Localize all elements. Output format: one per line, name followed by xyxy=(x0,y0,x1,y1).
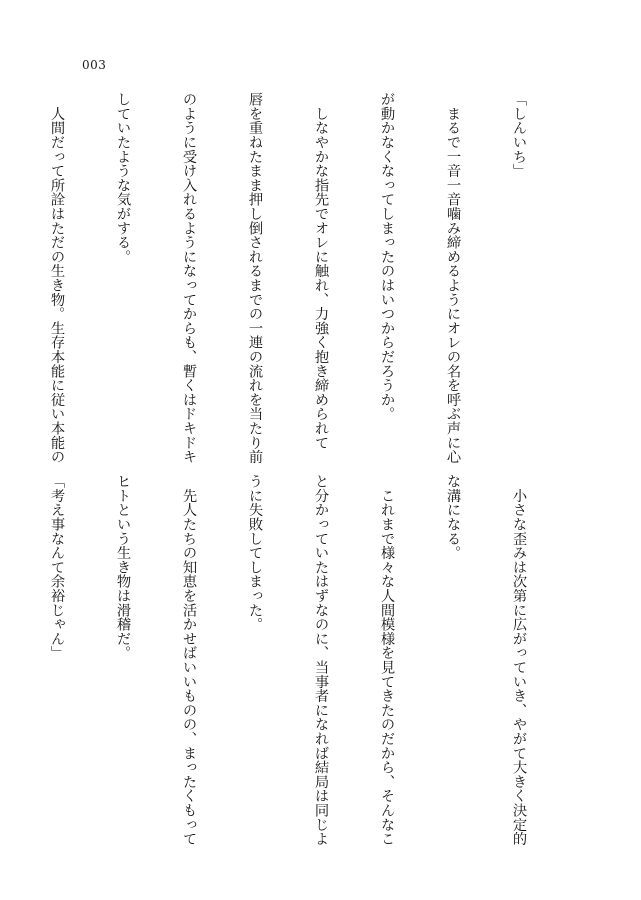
text-line: と分かっていたはずなのに、当事者になれば結局は同じよ xyxy=(313,474,329,846)
text-line: のように受け入れるようになってからも、暫くはドキドキ xyxy=(181,92,197,464)
text-line xyxy=(0,92,2,448)
page-number: 003 xyxy=(82,58,107,72)
text-line: な溝になる。 xyxy=(445,474,461,560)
text-line: していたような気がする。 xyxy=(115,92,131,264)
text-line: うに失敗してしまった。 xyxy=(247,474,263,632)
text-line: 唇を重ねたまま押し倒されるまでの一連の流れを当たり前 xyxy=(247,92,263,464)
text-line: 人間だって所詮はただの生き物。生存本能に従い本能の xyxy=(49,92,65,464)
text-line xyxy=(0,474,2,830)
text-line: 「考え事なんて余裕じゃん」 xyxy=(49,474,65,660)
text-line: しなやかな指先でオレに触れ、力強く抱き締められて xyxy=(313,92,329,450)
text-line: 先人たちの知恵を活かせばいいものの、まったくもって xyxy=(181,474,197,846)
upper-text-block xyxy=(49,92,574,464)
text-line: まるで一音一音噛み締めるようにオレの名を呼ぶ声に心 xyxy=(445,92,461,464)
lower-text-block xyxy=(49,474,574,846)
text-line: これまで様々な人間模様を見てきたのだから、そんなこ xyxy=(379,474,395,846)
text-line: 小さな歪みは次第に広がっていき、やがて大きく決定的 xyxy=(511,474,527,846)
text-line: が動かなくなってしまったのはいつからだろうか。 xyxy=(379,92,395,421)
text-line: ヒトという生き物は滑稽だ。 xyxy=(115,474,131,660)
text-line: 「しんいち」 xyxy=(511,92,527,178)
